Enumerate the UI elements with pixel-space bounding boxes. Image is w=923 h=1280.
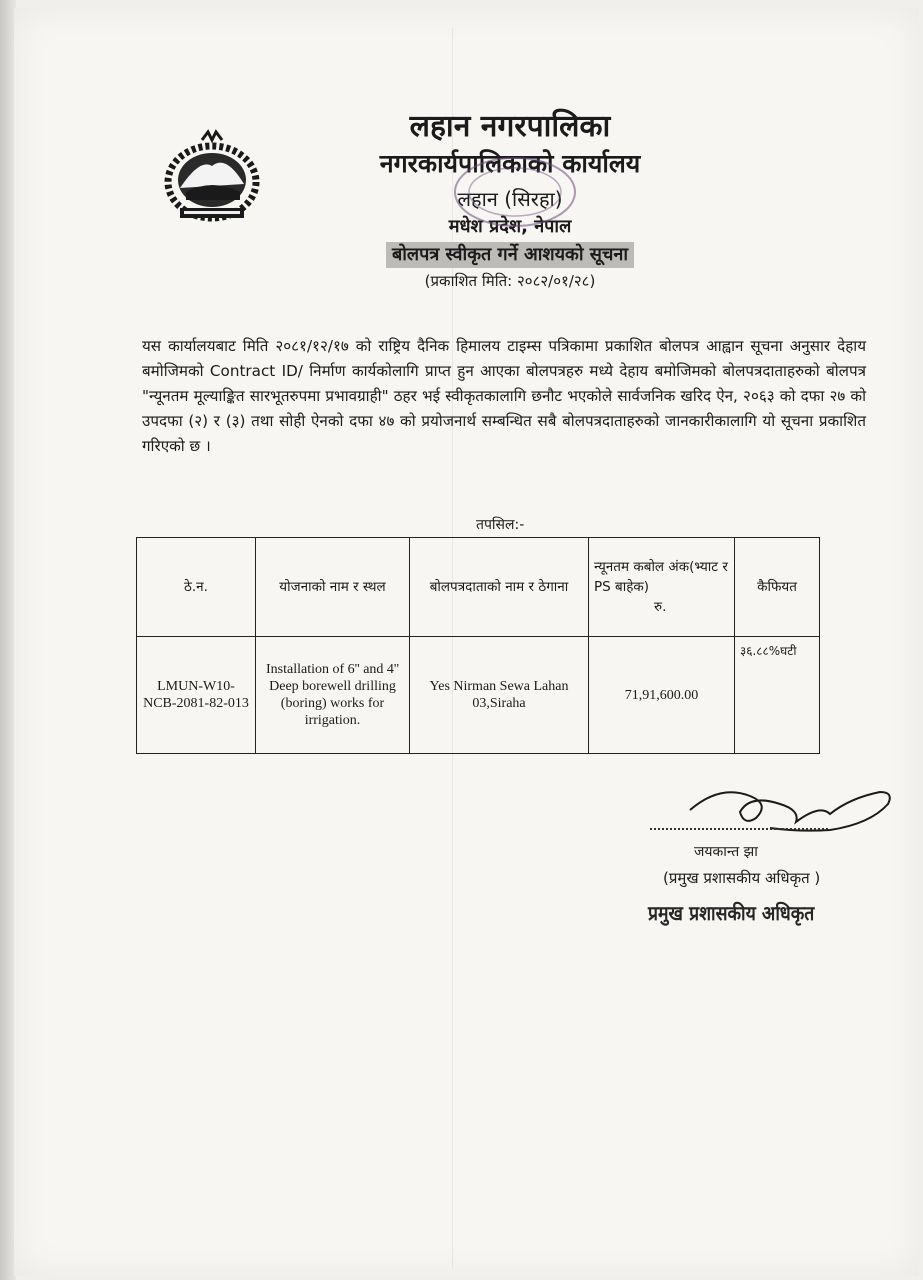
cell-remarks: ३६.८८%घटी <box>735 637 820 754</box>
header-project: योजनाको नाम र स्थल <box>256 538 410 637</box>
header-amount-label: न्यूनतम कबोल अंक(भ्याट र PS बाहेक) <box>594 559 728 595</box>
office-location: लहान (सिरहा) <box>457 187 563 211</box>
designation-seal: प्रमुख प्रशासकीय अधिकृत <box>648 901 815 925</box>
header-bidder: बोलपत्रदाताको नाम र ठेगाना <box>410 538 589 637</box>
office-name: नगरकार्यपालिकाको कार्यालय <box>379 149 641 178</box>
bid-table <box>136 537 820 754</box>
signature-line <box>650 828 828 830</box>
notice-paragraph: यस कार्यालयबाट मिति २०८१/१२/१७ को राष्ट्रिय दैनिक हिमालय टाइम्स पत्रिकामा प्रकाशित बोलपत्र आह्वान सूचना अनुसार देहाय बमोजिमको Contract ID/ निर्माण कार्यकोलागि प्राप्त हुन आएका बोलपत्रहरु मध्ये देहाय बमोजिमको बोलपत्रदाताहरुको बोलपत्र "न्यूनतम मूल्याङ्कित सारभूतरुपमा प्रभावग्राही" ठहर भई स्वीकृतकालागि छनौट भएकोले सार्वजनिक खरिद ऐन, २०६३ को दफा २७ को उपदफा (२) र (३) तथा सोही ऐनको दफा ४७ को प्रयोजनार्थ सम्बन्धित सबै बोलपत्रदाताहरुको जानकारीकालागि यो सूचना प्रकाशित गरिएको छ । <box>142 337 866 455</box>
table-header-row <box>137 538 820 637</box>
table-row <box>137 637 820 754</box>
cell-amount: 71,91,600.00 <box>589 637 735 754</box>
cell-contract-no: LMUN-W10-NCB-2081-82-013 <box>137 637 256 754</box>
signer-title: (प्रमुख प्रशासकीय अधिकृत ) <box>663 869 821 887</box>
header-amount <box>589 538 735 637</box>
published-date: (प्रकाशित मिति: २०८२/०१/२८) <box>424 272 596 290</box>
header-amount-unit: रु. <box>654 599 667 615</box>
province-line: मधेश प्रदेश, नेपाल <box>448 216 572 237</box>
details-label: तपसिल:- <box>476 517 525 533</box>
notice-title: बोलपत्र स्वीकृत गर्ने आशयको सूचना <box>386 242 634 268</box>
nepal-emblem-logo <box>150 128 274 232</box>
office-stamp <box>440 150 590 234</box>
cell-bidder: Yes Nirman Sewa Lahan 03,Siraha <box>410 637 589 754</box>
signer-name: जयकान्त झा <box>694 844 758 860</box>
header-contract-no: ठे.न. <box>137 538 256 637</box>
cell-project: Installation of 6'' and 4'' Deep borewell drilling (boring) works for irrigation. <box>256 637 410 754</box>
header-remarks: कैफियत <box>735 538 820 637</box>
municipality-name: लहान नगरपालिका <box>409 109 611 144</box>
